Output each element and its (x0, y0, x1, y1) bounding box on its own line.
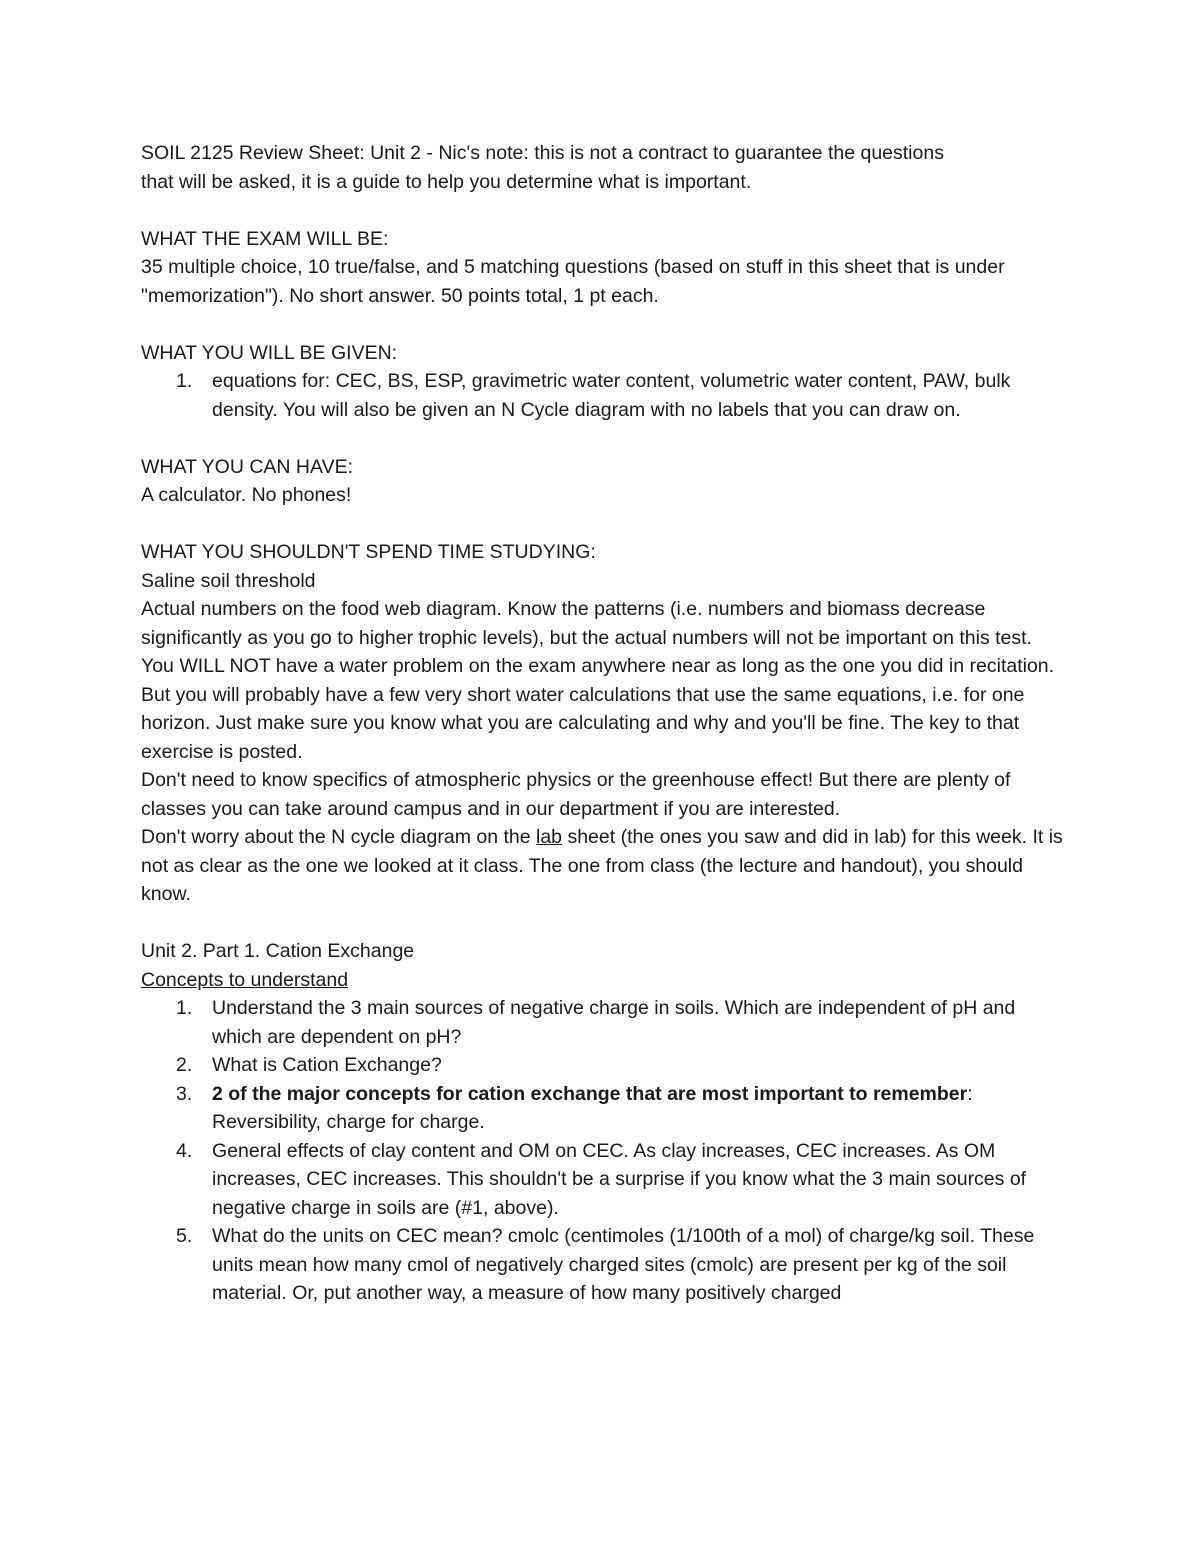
list-text: What do the units on CEC mean? cmolc (centimoles (1/100th of a mol) of charge/kg soil. These units mean how many cmol of negatively charged sites (cmolc) are present per kg of the soil material. Or, put another way, a measure of how many positively charged (212, 1225, 1035, 1304)
list-number: 3. (176, 1082, 193, 1105)
no-study-p1: Saline soil threshold (141, 569, 316, 592)
list-number: 5. (176, 1225, 193, 1247)
list-item (141, 367, 1066, 424)
concepts-subheading: Concepts to understand (141, 968, 349, 991)
list-item (141, 994, 1066, 1051)
given-list (141, 367, 1066, 424)
have-text: A calculator. No phones! (141, 484, 352, 506)
no-study-p2: Actual numbers on the food web diagram. Know the patterns (i.e. numbers and biomass decrease significantly as you go to higher trophic levels), but the actual numbers will not be important on this test. (141, 598, 1032, 649)
no-study-p3: You WILL NOT have a water problem on the exam anywhere near as long as the one you did in recitation. But you will probably have a few very short water calculations that use the same equations, i.e. for one horizon. Just make sure you know what you are calculating and why and you'll be fine. The key to that exercise is posted. (141, 655, 1055, 763)
exam-heading: WHAT THE EXAM WILL BE: (141, 227, 389, 250)
given-heading: WHAT YOU WILL BE GIVEN: (141, 341, 398, 364)
document-page (141, 139, 1066, 1308)
have-heading: WHAT YOU CAN HAVE: (141, 455, 354, 478)
list-item (141, 1051, 1066, 1080)
list-text: What is Cation Exchange? (212, 1054, 442, 1076)
list-number: 1. (176, 370, 193, 392)
list-bold-text: 2 of the major concepts for cation exchange that are most important to remember (212, 1082, 968, 1105)
no-study-p5 (141, 823, 1066, 909)
list-item (141, 1222, 1066, 1308)
list-text: : Reversibility, charge for charge. (212, 1082, 973, 1133)
no-study-heading: WHAT YOU SHOULDN'T SPEND TIME STUDYING: (141, 541, 596, 563)
p5-text-after: sheet (the ones you saw and did in lab) for this week. It is not as clear as the one we looked at it class. The one from class (the lecture and handout), you should know. (141, 826, 1063, 905)
list-text: equations for: CEC, BS, ESP, gravimetric water content, volumetric water content, PAW, bulk density. You will also be given an N Cycle diagram with no labels that you can draw on. (212, 370, 1011, 421)
intro-line-1: SOIL 2125 Review Sheet: Unit 2 - Nic's note: this is not a contract to guarantee the questions (141, 142, 944, 164)
p5-text-before: Don't worry about the N cycle diagram on the (141, 826, 536, 848)
no-study-p4: Don't need to know specifics of atmospheric physics or the greenhouse effect! But there are plenty of classes you can take around campus and in our department if you are interested. (141, 769, 1011, 820)
exam-text: 35 multiple choice, 10 true/false, and 5 matching questions (based on stuff in this sheet that is under "memorization"). No short answer. 50 points total, 1 pt each. (141, 256, 1005, 307)
concepts-list (141, 994, 1066, 1308)
intro-line-2: that will be asked, it is a guide to help you determine what is important. (141, 170, 752, 193)
list-text: Understand the 3 main sources of negative charge in soils. Which are independent of pH and which are dependent on pH? (212, 997, 1016, 1048)
lab-link[interactable]: lab (536, 826, 563, 848)
unit-heading: Unit 2. Part 1. Cation Exchange (141, 940, 415, 962)
list-number: 4. (176, 1139, 193, 1162)
list-number: 2. (176, 1054, 193, 1076)
list-text: General effects of clay content and OM on CEC. As clay increases, CEC increases. As OM increases, CEC increases. This shouldn't be a surprise if you know what the 3 main sources of negative charge in soils are (#1, above). (212, 1139, 1027, 1219)
list-item (141, 1080, 1066, 1137)
list-number: 1. (176, 997, 193, 1019)
list-item (141, 1137, 1066, 1223)
